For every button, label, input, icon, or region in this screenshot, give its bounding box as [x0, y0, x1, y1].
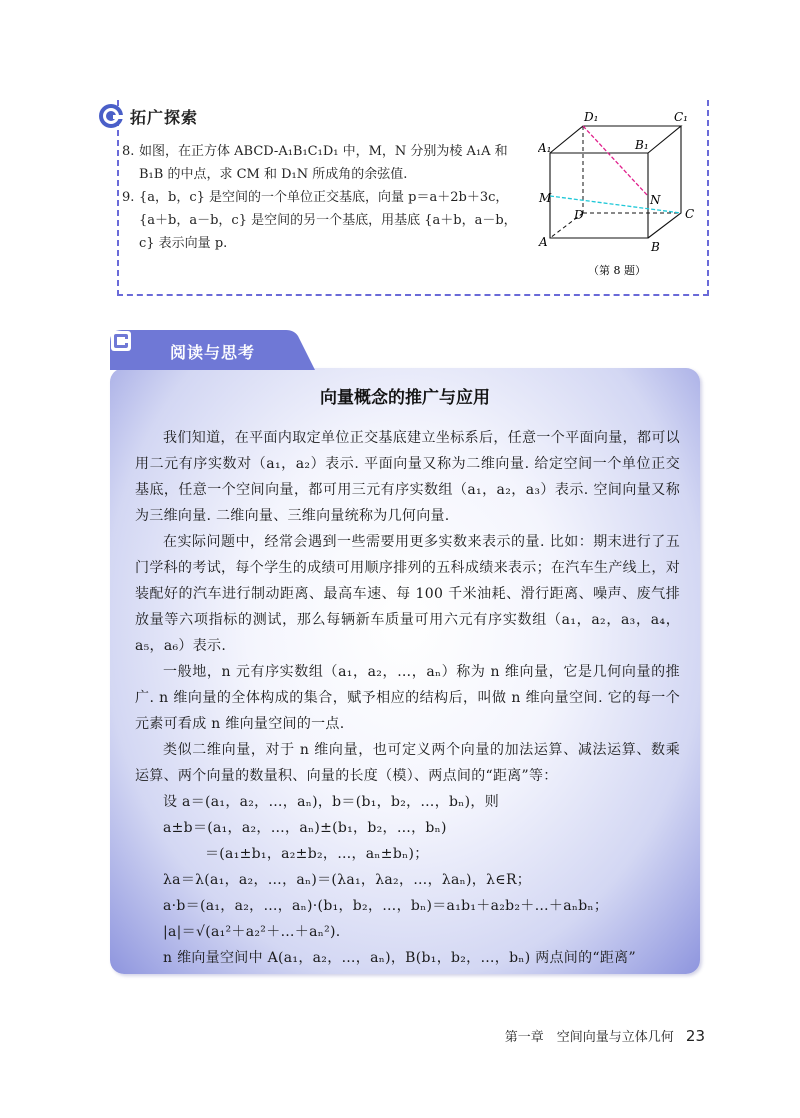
page-footer: [505, 1026, 705, 1045]
reading-tab-title: 阅读与思考: [170, 343, 256, 362]
formula-line: |a|＝√(a₁²＋a₂²＋…＋aₙ²).: [163, 924, 341, 940]
explore-header: [98, 100, 198, 132]
cube-right-edges: [648, 126, 681, 238]
label-c1: C₁: [674, 110, 688, 124]
label-n: N: [650, 193, 661, 207]
formula-line: a±b＝(a₁，a₂，…，aₙ)±(b₁，b₂，…，bₙ): [163, 820, 447, 836]
page-number: 23: [685, 1027, 705, 1045]
label-d1: D₁: [584, 110, 599, 124]
formula-line: λa＝λ(a₁，a₂，…，aₙ)＝(λa₁，λa₂，…，λaₙ)，λ∈R；: [163, 872, 532, 888]
reading-title: 向量概念的推广与应用: [320, 388, 490, 408]
figure-caption: （第 8 题）: [588, 264, 646, 277]
reading-paragraph: 我们知道，在平面内取定单位正交基底建立坐标系后，任意一个平面向量，都可以用二元有序实数对（a₁，a₂）表示. 平面向量又称为二维向量. 给定空间一个单位正交基底，任意一个空间向量，都可用三元有序实数组（a₁，a₂，a₃）表示. 空间向量又称为三维向量. 二维向量、三维向量统称为几何向量.: [135, 430, 680, 524]
label-b: B: [651, 240, 660, 254]
formula-line: ＝(a₁±b₁，a₂±b₂，…，aₙ±bₙ)；: [205, 846, 429, 862]
cube-figure: [538, 108, 704, 286]
segment-d1n: [583, 126, 648, 196]
label-a1: A₁: [538, 141, 552, 155]
reading-paragraph: 在实际问题中，经常会遇到一些需要用更多实数来表示的量. 比如：期末进行了五门学科的考试，每个学生的成绩可用顺序排列的五科成绩来表示；在汽车生产线上，对装配好的汽车进行制动距离、最高车速、每 100 千米油耗、滑行距离、噪声、废气排放量等六项指标的测试，那么每辆新车质量可用六元有序实数组（a₁，a₂，a₃，a₄，a₅，a₆）表示.: [135, 534, 680, 654]
chapter-title: 第一章 空间向量与立体几何: [504, 1030, 674, 1045]
reading-body: [135, 425, 680, 971]
formula-line: 设 a＝(a₁，a₂，…，aₙ)，b＝(b₁，b₂，…，bₙ)，则: [163, 794, 499, 810]
problem-text: {a，b，c} 是空间的一个单位正交基底，向量 p＝a＋2b＋3c，{a＋b，a－b，c} 是空间的另一个基底，用基底 {a＋b，a－b，c} 表示向量 p.: [139, 190, 517, 251]
formula-line: n 维向量空间中 A(a₁，a₂，…，aₙ)，B(b₁，b₂，…，bₙ) 两点间的“距离”: [163, 950, 636, 966]
reading-icon: [110, 330, 132, 352]
label-c: C: [685, 207, 695, 221]
reading-tab: [110, 330, 315, 370]
explore-icon: [98, 103, 124, 129]
problem-number: 9.: [122, 190, 135, 205]
segment-cm: [550, 196, 681, 213]
problem-text: 如图，在正方体 ABCD-A₁B₁C₁D₁ 中，M，N 分别为棱 A₁A 和 B₁B 的中点，求 CM 和 D₁N 所成角的余弦值.: [139, 144, 508, 182]
cube-top-edges: [550, 126, 681, 153]
label-d: D: [574, 208, 584, 222]
problem-number: 8.: [122, 144, 135, 159]
problem-item: [122, 186, 522, 255]
explore-title: 拓广探索: [130, 107, 199, 127]
reading-paragraph: 类似二维向量，对于 n 维向量，也可定义两个向量的加法运算、减法运算、数乘运算、两个向量的数量积、向量的长度（模）、两点间的“距离”等：: [135, 742, 680, 784]
formula-line: a·b＝(a₁，a₂，…，aₙ)·(b₁，b₂，…，bₙ)＝a₁b₁＋a₂b₂＋…＋aₙbₙ；: [163, 898, 609, 914]
label-m: M: [539, 191, 552, 205]
cube-front-face: [550, 153, 648, 238]
label-b1: B₁: [635, 138, 649, 152]
label-a: A: [539, 235, 548, 249]
problem-list: [122, 140, 522, 255]
problem-item: [122, 140, 522, 186]
reading-paragraph: 一般地，n 元有序实数组（a₁，a₂，…，aₙ）称为 n 维向量，它是几何向量的推广. n 维向量的全体构成的集合，赋予相应的结构后，叫做 n 维向量空间. 它的每一个元素可看成 n 维向量空间的一点.: [135, 664, 680, 732]
